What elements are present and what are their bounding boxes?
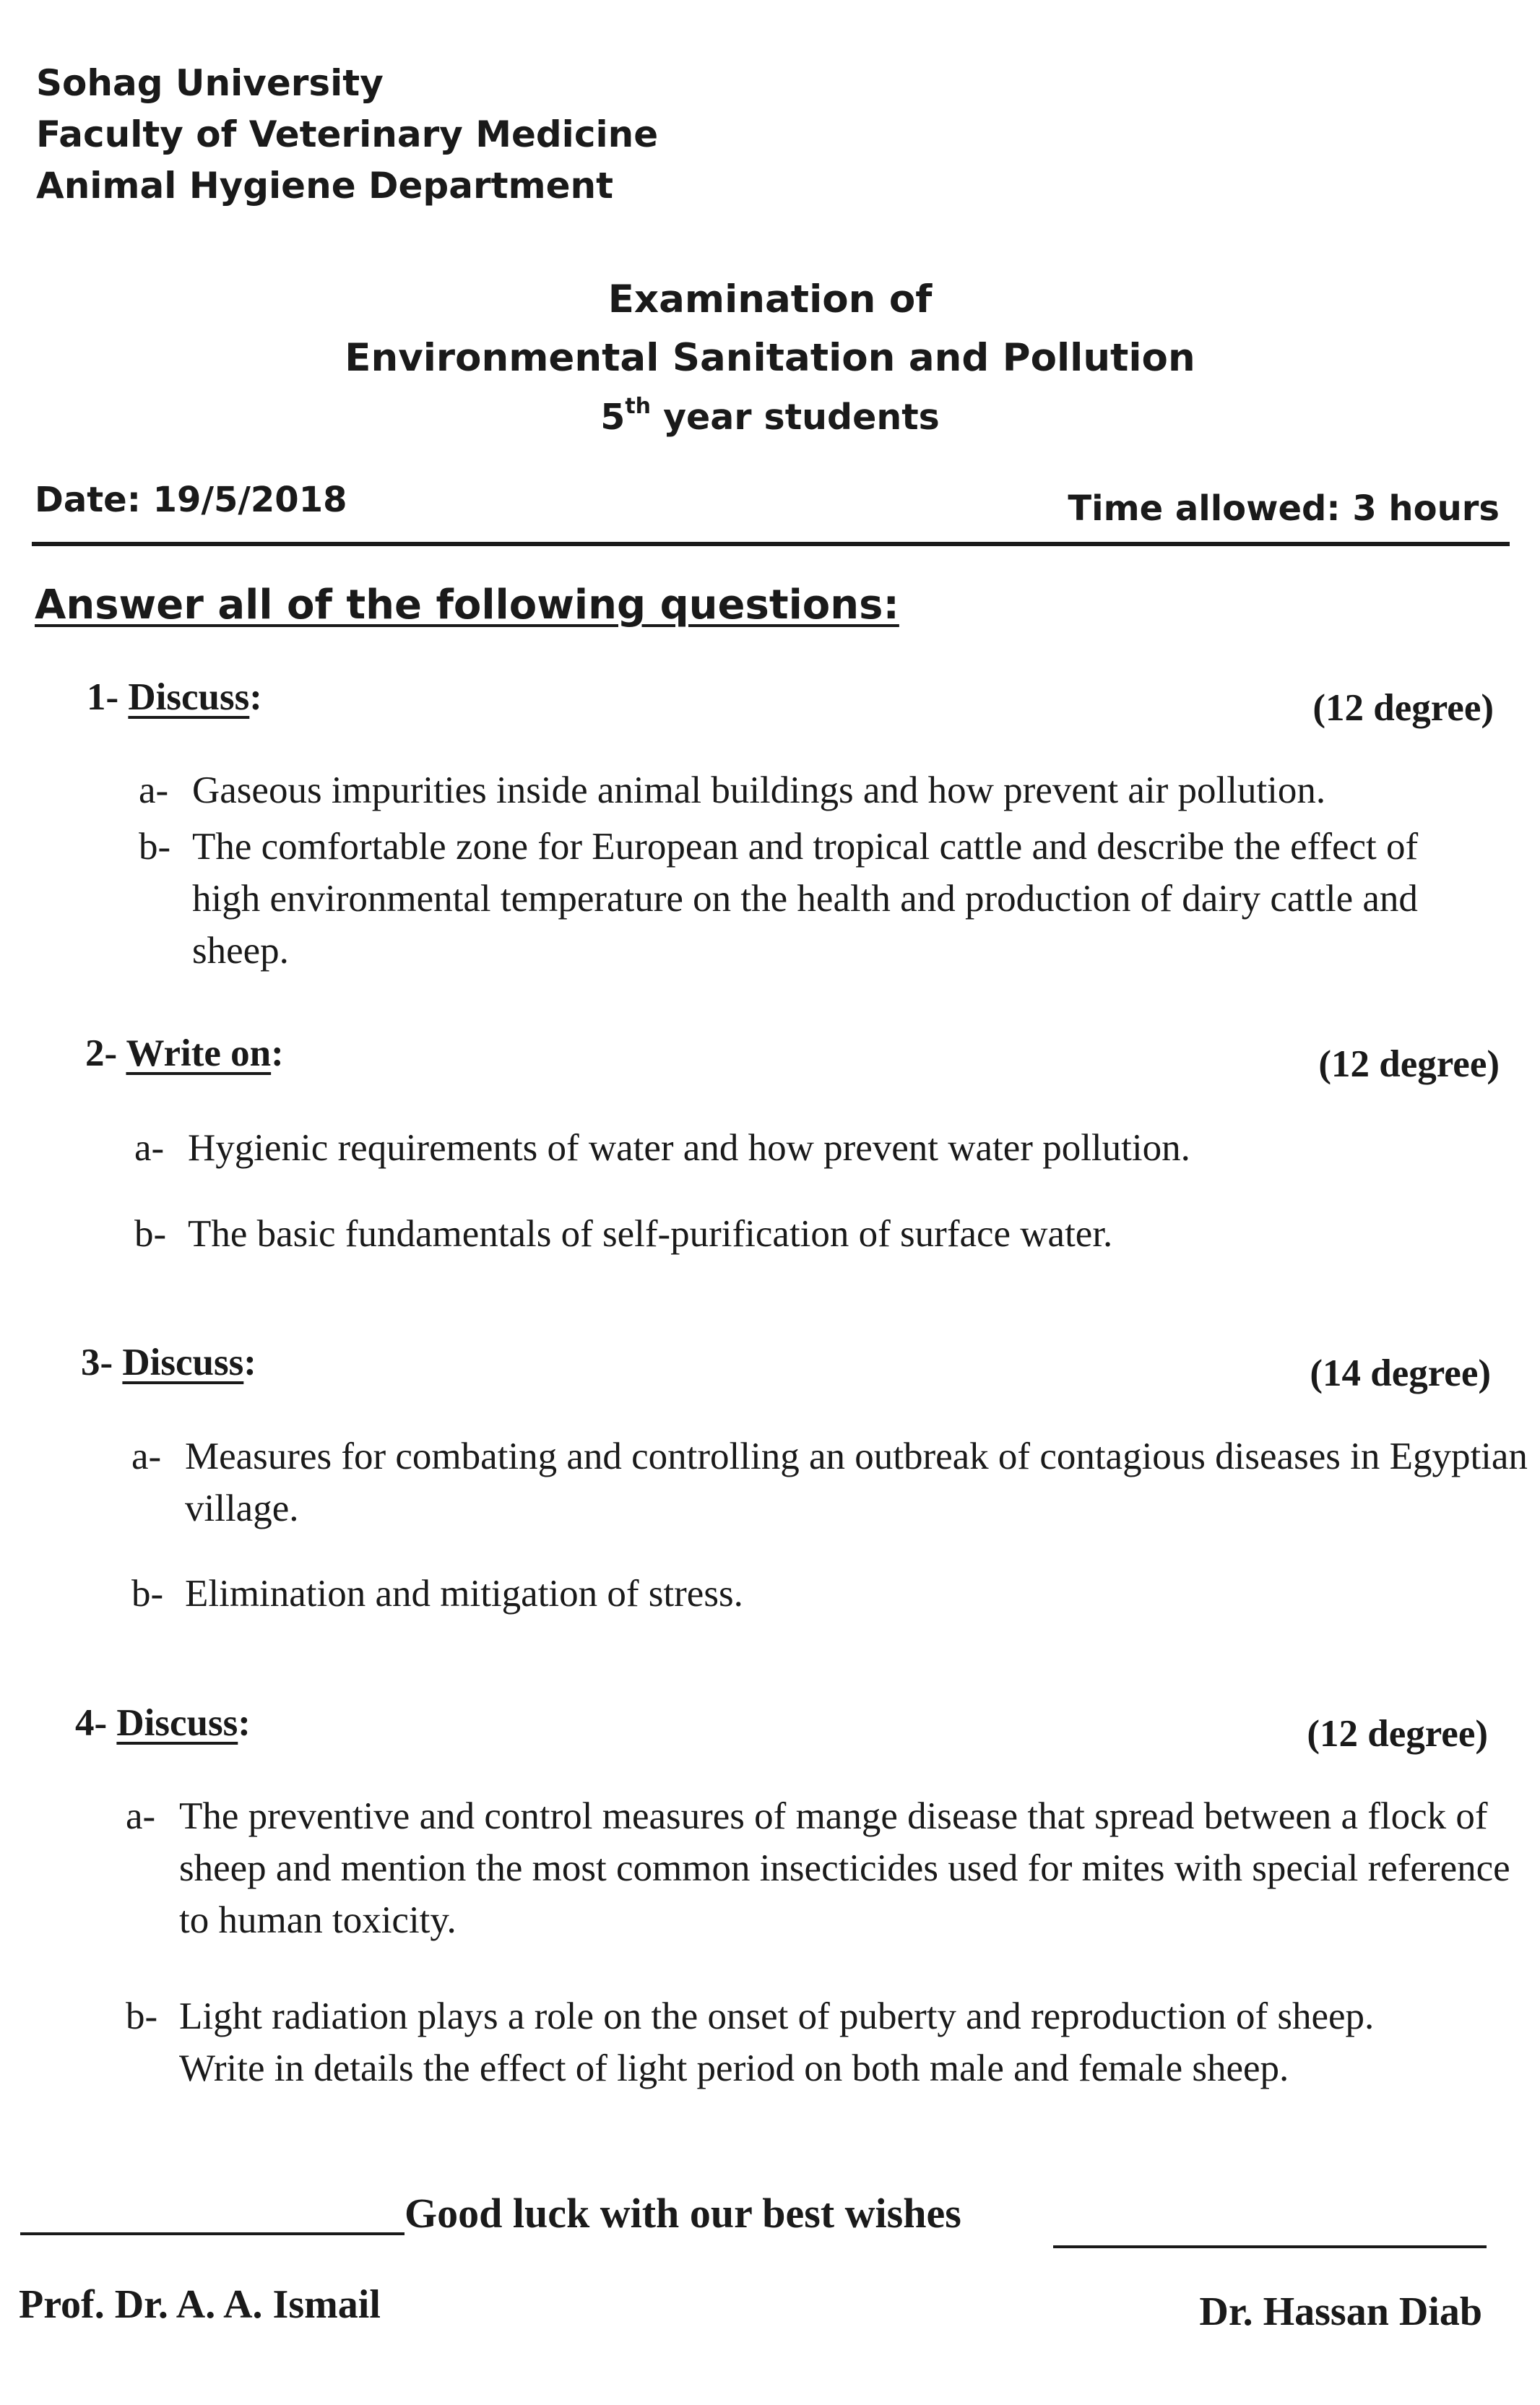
item-label: b- (134, 1213, 167, 1255)
question-verb: Discuss (116, 1702, 238, 1744)
question-number: 1- (87, 676, 119, 718)
item-text: Elimination and mitigation of stress. (185, 1573, 743, 1615)
question-1-item-b (139, 821, 1511, 994)
item-text: The basic fundamentals of self-purification of surface water. (188, 1213, 1113, 1255)
item-text: The preventive and control measures of mange disease that spread between a flock of sheep and mention the most common insecticides used for mites with special reference to human toxicity. (179, 1795, 1510, 1941)
exam-date: Date: 19/5/2018 (35, 480, 347, 520)
year-suffix: th (625, 394, 652, 419)
student-year (0, 394, 1540, 438)
item-text: Hygienic requirements of water and how prevent water pollution. (188, 1127, 1190, 1169)
question-number: 3- (81, 1342, 113, 1383)
question-2-item-a (134, 1122, 1507, 1180)
question-3-heading: 3- Discuss: (81, 1342, 256, 1383)
question-2-heading: 2- Write on: (85, 1032, 284, 1074)
question-1-item-a (139, 764, 1511, 822)
question-verb: Discuss (122, 1342, 244, 1383)
year-number: 5 (600, 397, 626, 438)
question-3-item-a (131, 1430, 1528, 1546)
question-verb: Write on (126, 1032, 272, 1074)
question-4-item-b (126, 1990, 1513, 2164)
question-number: 4- (75, 1702, 108, 1744)
question-number: 2- (85, 1032, 118, 1074)
item-label: a- (134, 1127, 165, 1169)
question-4-heading: 4- Discuss: (75, 1702, 251, 1744)
item-text: Measures for combating and controlling an outbreak of contagious diseases in Egyptian village. (185, 1435, 1528, 1529)
question-1-degree: (12 degree) (1312, 687, 1494, 729)
university-name: Sohag University (36, 62, 384, 104)
question-3-degree: (14 degree) (1310, 1352, 1491, 1394)
item-text: Light radiation plays a role on the onset of puberty and reproduction of sheep. Write in details the effect of light period on both male and female sheep. (179, 1995, 1375, 2089)
question-4-item-a (126, 1790, 1513, 1964)
item-label: a- (131, 1435, 162, 1477)
signature-right: Dr. Hassan Diab (1199, 2289, 1482, 2334)
exam-subject: Environmental Sanitation and Pollution (345, 336, 1195, 380)
question-4-degree: (12 degree) (1307, 1713, 1488, 1755)
question-verb: Discuss (128, 676, 250, 718)
faculty-name: Faculty of Veterinary Medicine (36, 113, 659, 155)
item-text: Gaseous impurities inside animal buildings and how prevent air pollution. (192, 769, 1326, 811)
item-label: b- (131, 1573, 164, 1615)
closing-wishes: Good luck with our best wishes (405, 2190, 961, 2237)
item-label: b- (139, 826, 171, 868)
header-divider (32, 542, 1510, 546)
question-2-item-b (134, 1208, 1507, 1266)
exam-title-line1: Examination of (607, 277, 933, 321)
question-2-degree: (12 degree) (1318, 1043, 1500, 1085)
question-3-item-b (131, 1568, 1504, 1625)
time-allowed: Time allowed: 3 hours (1068, 488, 1500, 529)
signature-left: Prof. Dr. A. A. Ismail (19, 2282, 381, 2327)
item-label: a- (139, 769, 169, 811)
closing-rule-right (1053, 2245, 1487, 2248)
year-text: year students (651, 397, 940, 438)
institution-header (36, 58, 658, 212)
item-label: a- (126, 1795, 156, 1837)
department-name: Animal Hygiene Department (36, 165, 614, 207)
item-label: b- (126, 1995, 158, 2037)
item-text: The comfortable zone for European and tropical cattle and describe the effect of high environmental temperature on the health and production of dairy cattle and sheep. (192, 826, 1419, 972)
instruction-heading: Answer all of the following questions: (35, 582, 899, 629)
closing-rule-left (20, 2232, 405, 2235)
question-1-heading: 1- Discuss: (87, 676, 262, 718)
